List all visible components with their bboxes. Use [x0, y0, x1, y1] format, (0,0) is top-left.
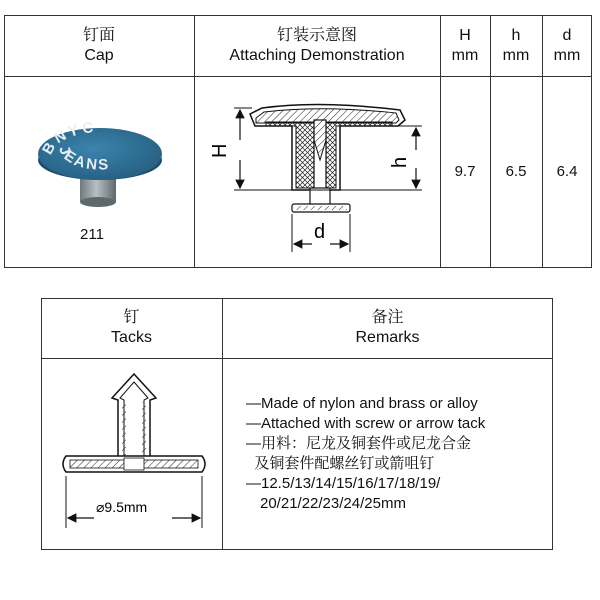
- value-H: 9.7: [454, 163, 476, 180]
- header-demo-en: Attaching Demonstration: [229, 46, 405, 64]
- header-demo: [194, 15, 440, 76]
- diagram-label-d: d: [314, 221, 326, 243]
- tack-diameter-label: ⌀9.5mm: [96, 499, 148, 515]
- cap-button-image: [30, 120, 170, 220]
- remark-line: —12.5/13/14/15/16/17/18/19/: [246, 475, 441, 492]
- tack-diagram: [56, 368, 212, 538]
- remark-line: —用料：尼龙及铜套件或尼龙合金: [246, 435, 472, 452]
- header-h: [490, 15, 542, 76]
- cap-model-number: 211: [80, 226, 104, 243]
- header-tacks-zh: 钉: [123, 309, 140, 326]
- header-H: [440, 15, 490, 76]
- attaching-demonstration-diagram: [200, 80, 440, 266]
- header-h-symbol: h: [511, 26, 521, 44]
- value-d: 6.4: [556, 163, 578, 180]
- header-tacks-en: Tacks: [111, 329, 152, 346]
- header-remarks-zh: 备注: [371, 309, 404, 326]
- header-h-unit: mm: [502, 46, 530, 64]
- header-H-symbol: H: [459, 26, 471, 44]
- remarks-list: [246, 394, 485, 514]
- remark-line: —Attached with screw or arrow tack: [246, 415, 486, 432]
- cap-text-top: BNYC: [39, 118, 98, 158]
- diagram-label-h: h: [389, 156, 411, 168]
- header-demo-zh: 钉装示意图: [276, 26, 357, 44]
- header-cap: [4, 15, 194, 76]
- remark-line: 及铜套件配螺丝钉或箭咀钉: [246, 455, 435, 472]
- remark-line: —Made of nylon and brass or alloy: [246, 395, 478, 412]
- header-H-unit: mm: [451, 46, 479, 64]
- tacks-table-header-divider: [41, 358, 553, 359]
- header-cap-en: Cap: [84, 46, 114, 64]
- header-remarks: [222, 298, 553, 358]
- header-d: [542, 15, 592, 76]
- cap-text-bottom: JEANS: [55, 143, 111, 174]
- header-d-unit: mm: [553, 46, 581, 64]
- header-tacks: [41, 298, 222, 358]
- value-h: 6.5: [505, 163, 527, 180]
- header-d-symbol: d: [562, 26, 572, 44]
- diagram-label-H: H: [209, 143, 231, 158]
- header-cap-zh: 钉面: [82, 26, 115, 44]
- remark-line: 20/21/22/23/24/25mm: [260, 495, 406, 512]
- header-remarks-en: Remarks: [355, 329, 420, 346]
